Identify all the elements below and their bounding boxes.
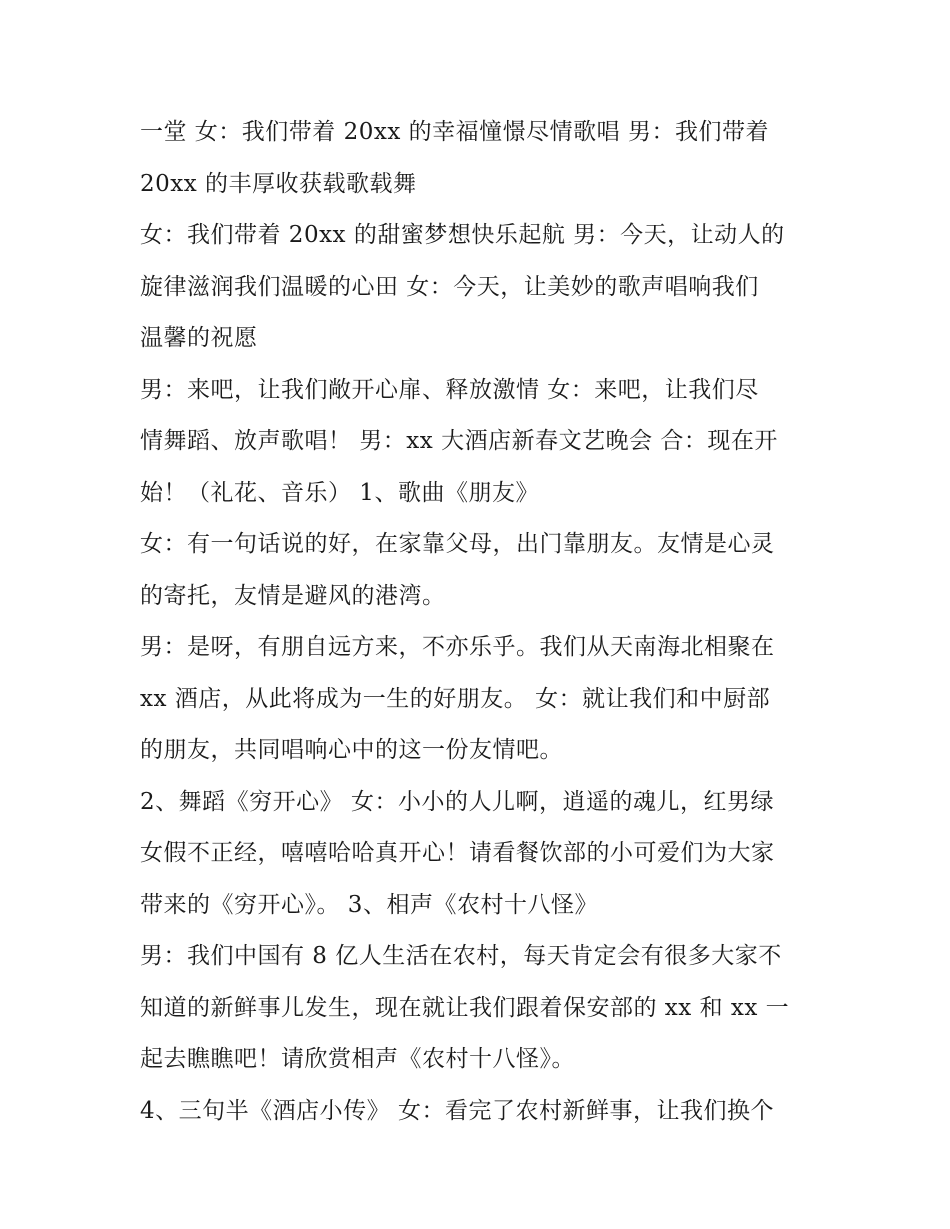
text-line: 起去瞧瞧吧！请欣赏相声《农村十八怪》。: [140, 1046, 575, 1072]
text-line: 4、三句半《酒店小传》 女：看完了农村新鲜事，让我们换个: [140, 1097, 774, 1124]
text-line: 旋律滋润我们温暖的心田 女：今天，让美妙的歌声唱响我们: [140, 273, 759, 300]
text-line: xx 酒店，从此将成为一生的好朋友。 女：就让我们和中厨部: [140, 685, 771, 712]
text-line: 一堂 女：我们带着 20xx 的幸福憧憬尽情歌唱 男：我们带着: [140, 119, 769, 145]
text-line: 温馨的祝愿: [140, 325, 258, 351]
document-body: [140, 107, 820, 1137]
text-line: 2、舞蹈《穷开心》 女：小小的人儿啊，逍遥的魂儿，红男绿: [140, 788, 774, 815]
text-line: 女：有一句话说的好，在家靠父母，出门靠朋友。友情是心灵: [140, 531, 775, 557]
text-line: 女：我们带着 20xx 的甜蜜梦想快乐起航 男：今天，让动人的: [140, 222, 785, 248]
text-line: 知道的新鲜事儿发生，现在就让我们跟着保安部的 xx 和 xx 一: [140, 994, 790, 1021]
text-line: 男：我们中国有 8 亿人生活在农村，每天肯定会有很多大家不: [140, 943, 782, 969]
text-line: 始！（礼花、音乐） 1、歌曲《朋友》: [140, 479, 539, 506]
text-line: 女假不正经，嘻嘻哈哈真开心！请看餐饮部的小可爱们为大家: [140, 840, 775, 866]
text-line: 的寄托，友情是避风的港湾。: [140, 582, 446, 609]
text-line: 的朋友，共同唱响心中的这一份友情吧。: [140, 737, 563, 763]
text-line: 情舞蹈、放声歌唱！ 男：xx 大酒店新春文艺晚会 合：现在开: [140, 428, 778, 454]
text-line: 20xx 的丰厚收获载歌载舞: [140, 170, 417, 197]
text-line: 男：是呀，有朋自远方来，不亦乐乎。我们从天南海北相聚在: [140, 634, 775, 660]
text-line: 男：来吧，让我们敞开心扉、释放激情 女：来吧，让我们尽: [140, 376, 759, 403]
text-line: 带来的《穷开心》。 3、相声《农村十八怪》: [140, 891, 598, 918]
